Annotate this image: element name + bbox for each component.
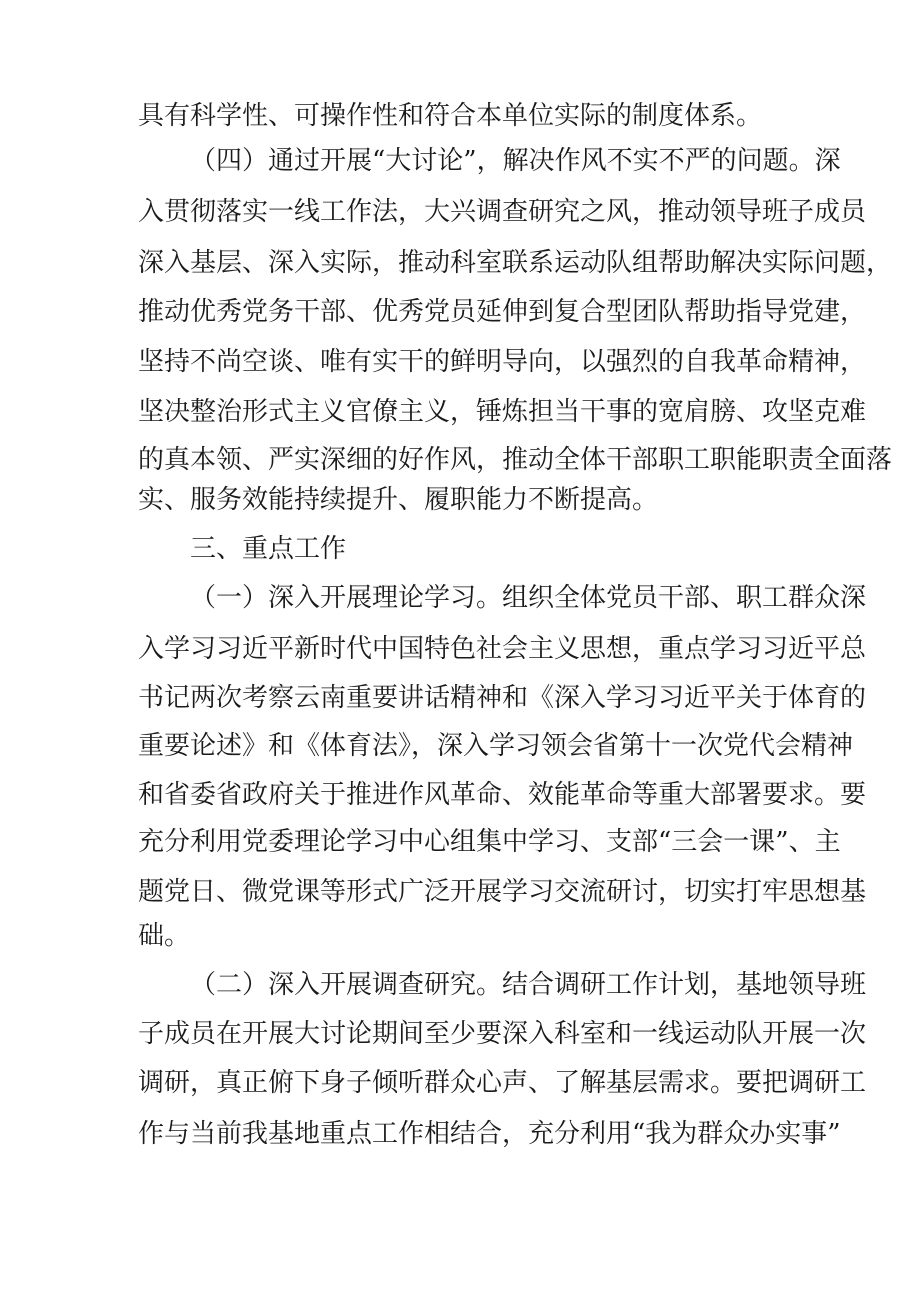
text-line: 坚决整治形式主义官僚主义，锤炼担当干事的宽肩膀、攻坚克难 <box>138 397 867 427</box>
text-line: 入学习习近平新时代中国特色社会主义思想，重点学习习近平总 <box>138 634 867 664</box>
text-line: 调研，真正俯下身子倾听群众心声、了解基层需求。要把调研工 <box>138 1068 867 1098</box>
text-line: 坚持不尚空谈、唯有实干的鲜明导向，以强烈的自我革命精神， <box>138 347 867 377</box>
item-one-heading-line: （一）深入开展理论学习。组织全体党员干部、职工群众深 <box>190 583 867 613</box>
text-line: 具有科学性、可操作性和符合本单位实际的制度体系。 <box>138 101 763 131</box>
text-line: 深入基层、深入实际，推动科室联系运动队组帮助解决实际问题， <box>138 248 893 278</box>
text-line: 和省委省政府关于推进作风革命、效能革命等重大部署要求。要 <box>138 780 867 810</box>
text-line: 重要论述》和《体育法》，深入学习领会省第十一次党代会精神 <box>138 731 854 761</box>
text-line: 的真本领、严实深细的好作风，推动全体干部职工职能职责全面落 <box>138 445 893 475</box>
item-two-heading-line: （二）深入开展调查研究。结合调研工作计划，基地领导班 <box>190 970 867 1000</box>
section-four-heading-line: （四）通过开展“大讨论”，解决作风不实不严的问题。深 <box>190 146 841 176</box>
text-line: 推动优秀党务干部、优秀党员延伸到复合型团队帮助指导党建， <box>138 297 867 327</box>
text-line: 题党日、微党课等形式广泛开展学习交流研讨，切实打牢思想基 <box>138 877 867 907</box>
section-three-heading: 三、重点工作 <box>190 534 347 564</box>
text-line: 础。 <box>138 921 191 951</box>
text-line: 入贯彻落实一线工作法，大兴调查研究之风，推动领导班子成员 <box>138 197 867 227</box>
text-line: 充分利用党委理论学习中心组集中学习、支部“三会一课”、主 <box>138 827 841 857</box>
text-line: 书记两次考察云南重要讲话精神和《深入学习习近平关于体育的 <box>138 683 867 713</box>
text-line: 实、服务效能持续提升、履职能力不断提高。 <box>138 485 659 515</box>
text-line: 子成员在开展大讨论期间至少要深入科室和一线运动队开展一次 <box>138 1019 867 1049</box>
text-line: 作与当前我基地重点工作相结合，充分利用“我为群众办实事” <box>138 1119 841 1149</box>
